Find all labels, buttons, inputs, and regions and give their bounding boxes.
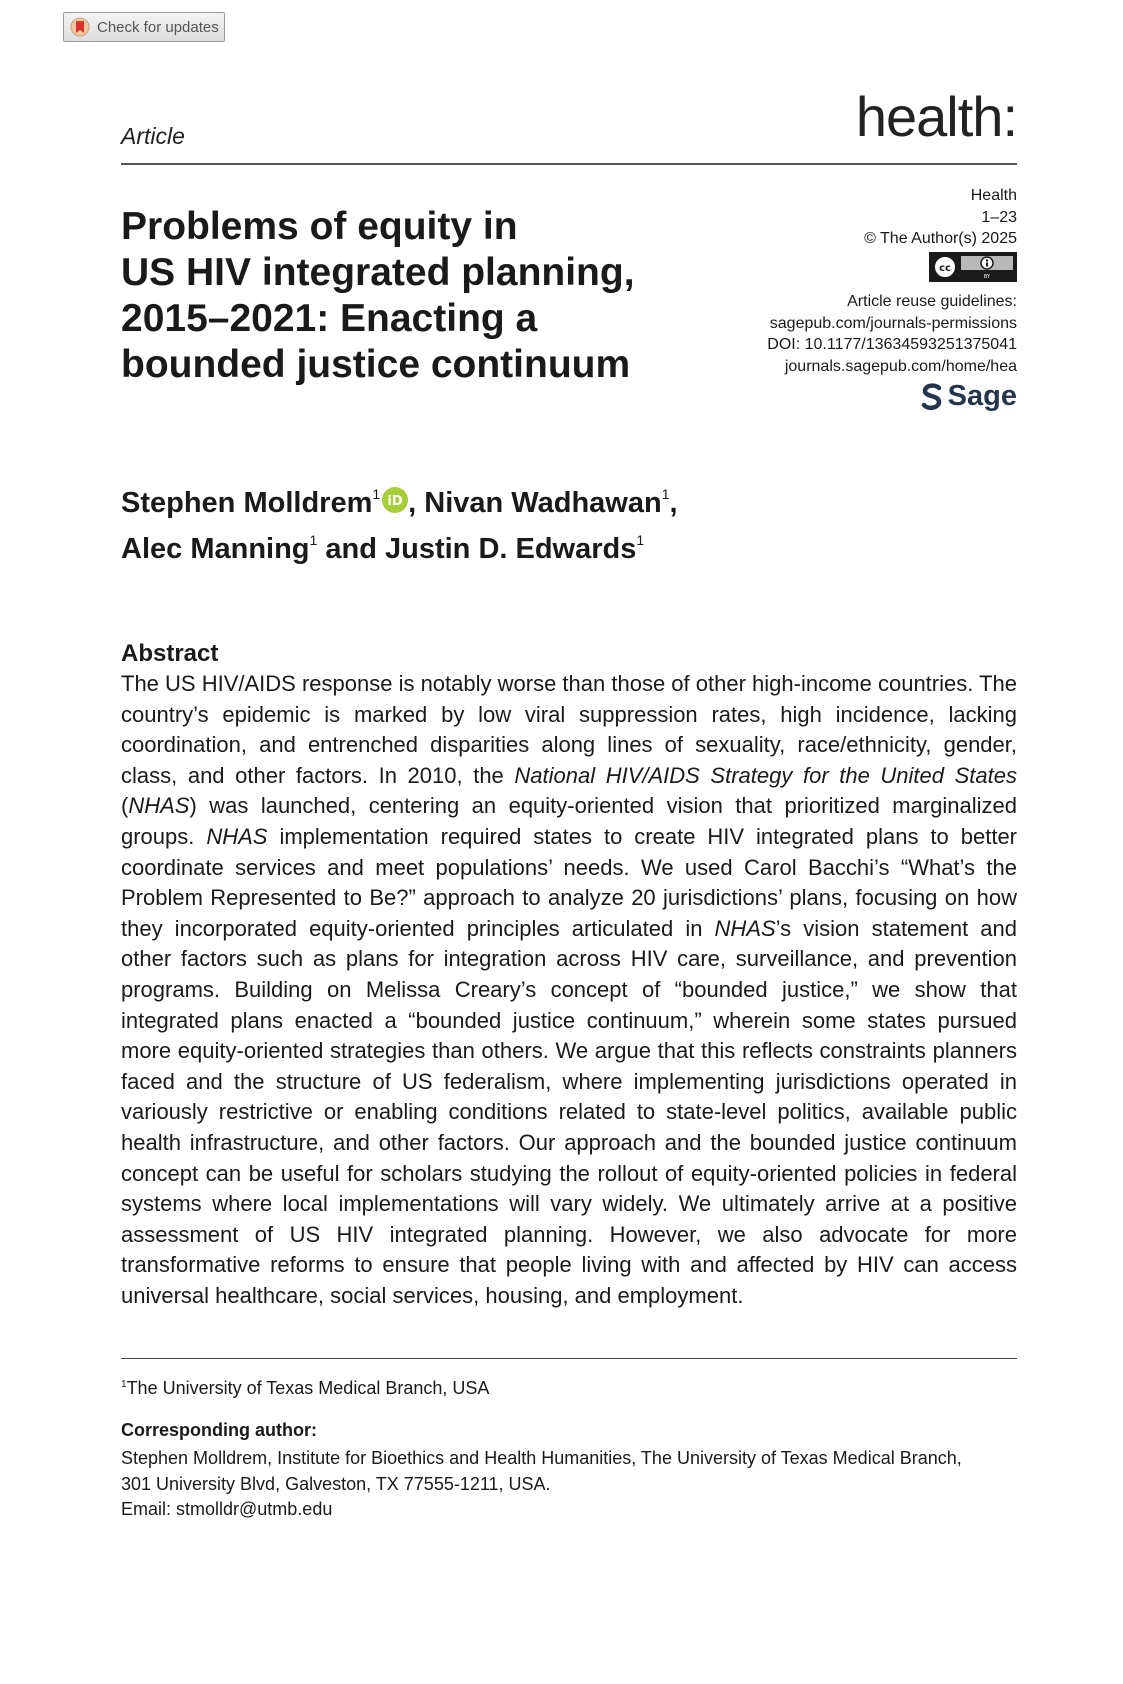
author-list (121, 476, 821, 568)
abstract-italic: NHAS (128, 793, 190, 819)
title-line: bounded justice continuum (121, 343, 631, 386)
abstract-italic: NHAS (714, 915, 776, 941)
journal-name: Health (970, 187, 1017, 204)
affiliation-marker: 1 (661, 486, 670, 502)
svg-text:iD: iD (387, 494, 403, 509)
corresponding-author-address: 301 University Blvd, Galveston, TX 77555-1211, USA. (121, 1473, 551, 1494)
copyright: © The Author(s) 2025 (864, 230, 1017, 247)
corresponding-author-details (121, 1446, 1021, 1523)
author-name: Justin D. Edwards (384, 533, 637, 565)
header-divider (121, 163, 1017, 165)
svg-text:cc: cc (939, 262, 951, 274)
orcid-icon[interactable] (382, 487, 408, 513)
reuse-guidelines-link[interactable]: sagepub.com/journals-permissions (769, 314, 1017, 332)
article-type-label: Article (121, 123, 185, 149)
sage-logo-icon (921, 383, 943, 411)
author-name: Stephen Molldrem (121, 487, 373, 519)
check-for-updates-icon (70, 17, 90, 37)
affiliation-marker: 1 (121, 1379, 127, 1390)
title-line: Problems of equity in (121, 205, 518, 248)
abstract-italic: NHAS (206, 823, 268, 849)
check-for-updates-label: Check for updates (97, 18, 219, 36)
publisher-logo (687, 380, 1017, 413)
svg-text:BY: BY (983, 273, 991, 280)
affiliation-text: The University of Texas Medical Branch, USA (126, 1378, 490, 1398)
footnote-divider (121, 1358, 1017, 1359)
author-separator: , (408, 487, 425, 519)
affiliation-marker: 1 (372, 486, 381, 502)
journal-homepage-link[interactable]: journals.sagepub.com/home/hea (784, 357, 1017, 375)
title-line: US HIV integrated planning, (121, 251, 635, 294)
author-separator: and (317, 533, 385, 565)
doi[interactable]: DOI: 10.1177/13634593251375041 (767, 336, 1017, 353)
article-meta (687, 185, 1017, 411)
corresponding-author-heading: Corresponding author: (121, 1420, 317, 1440)
abstract-segment: The US HIV/AIDS response is notably worse than those of other high-income countries. The country’s epidemic is marked by low viral suppression rates, high incidence, lacking coordination, and entrenched disparities along lines of sexuality, race/ethnicity, gender, class, and other factors. In 2010, the (121, 671, 1017, 788)
cc-by-icon[interactable] (929, 252, 1017, 282)
title-line: 2015–2021: Enacting a (121, 297, 538, 340)
abstract-italic: National HIV/AIDS Strategy for the United States (514, 762, 1017, 788)
article-title (121, 204, 721, 388)
author-name: Alec Manning (121, 533, 310, 565)
abstract-segment: ’s vision statement and other factors such as plans for integration across HIV care, surveillance, and prevention programs. Building on Melissa Creary’s concept of “bounded justice,” we show that integrated plans enacted a “bounded justice continuum,” wherein some states pursued more equity-oriented strategies than others. We argue that this reflects constraints planners faced and the structure of US federalism, where implementing jurisdictions operated in variously restrictive or enabling conditions related to state-level politics, available public health infrastructure, and other factors. Our approach and the bounded justice continuum concept can be useful for scholars studying the rollout of equity-oriented policies in federal systems where local implementations will vary widely. We ultimately arrive at a positive assessment of US HIV integrated planning. However, we also advocate for more transformative reforms to ensure that people living with and affected by HIV can access universal healthcare, social services, housing, and employment. (121, 915, 1017, 1308)
affiliation-footnote (121, 1378, 489, 1399)
abstract-segment: ( (121, 793, 129, 819)
page-range: 1–23 (981, 208, 1017, 226)
check-for-updates-button[interactable] (63, 12, 225, 42)
abstract-text (121, 669, 1017, 1311)
author-separator: , (669, 487, 678, 519)
journal-logo: health: (855, 85, 1017, 148)
corresponding-author-address: Stephen Molldrem, Institute for Bioethics and Health Humanities, The University of Texas Medical Branch, (121, 1448, 962, 1468)
abstract-segment: ) was launched, centering an equity-oriented vision that prioritized marginalized groups. (121, 793, 1017, 849)
reuse-guidelines-label: Article reuse guidelines: (847, 293, 1017, 310)
affiliation-marker: 1 (309, 532, 318, 548)
affiliation-marker: 1 (636, 532, 645, 548)
abstract-heading: Abstract (121, 640, 219, 667)
abstract-segment: implementation required states to create HIV integrated plans to better coordinate services and meet populations’ needs. We used Carol Bacchi’s “What’s the Problem Represented to Be?” approach to analyze 20 jurisdictions’ plans, focusing on how they incorporated equity-oriented principles articulated in (121, 823, 1018, 941)
author-name: Nivan Wadhawan (424, 487, 662, 519)
corresponding-author-email[interactable]: Email: stmolldr@utmb.edu (121, 1499, 333, 1519)
publisher-name: Sage (947, 380, 1017, 413)
